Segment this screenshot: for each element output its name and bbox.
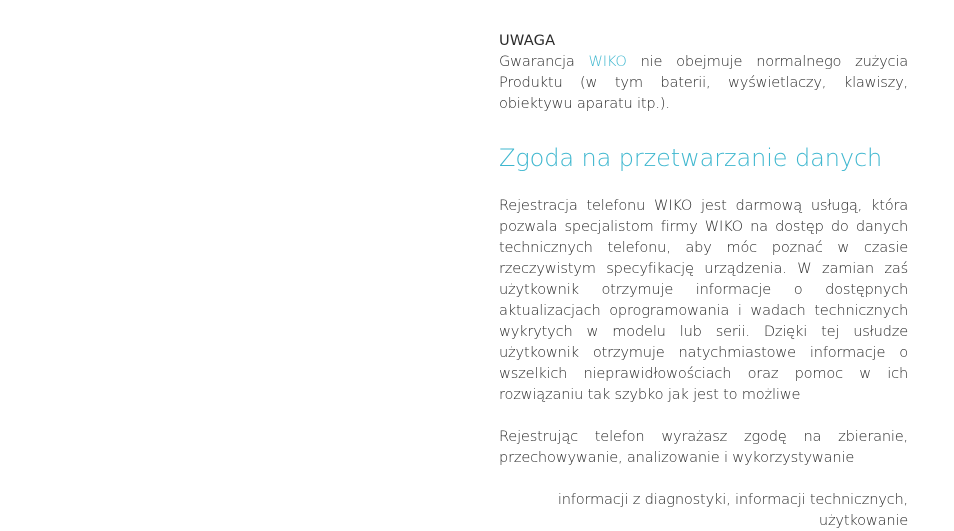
notice-prefix: Gwarancja — [499, 53, 589, 70]
section-title: Zgoda na przetwarzanie danych — [499, 144, 883, 172]
brand-name: WIKO — [588, 53, 627, 70]
notice-title: UWAGA — [499, 32, 556, 49]
text-column — [499, 30, 908, 531]
consent-paragraph-1: Rejestracja telefonu WIKO jest darmową usługą, która pozwala specjalistom firmy WIKO na dostęp do danych technicznych telefonu, aby móc poznać w czasie rzeczywistym specyfikację urządzenia. W zamian zaś użytkownik otrzymuje informacje o dostępnych aktualizacjach oprogramowania i wadach technicznych wykrytych w modelu lub serii. Dzięki tej usłudze użytkownik otrzymuje natychmiastowe informacje o wszelkich nieprawidłowościach oraz pomoc w ich rozwiązaniu tak szybko jak jest to możliwe — [499, 197, 908, 403]
paragraph-spacer — [499, 405, 908, 426]
notice-paragraph — [499, 51, 908, 114]
notice-suffix: nie obejmuje normalnego zużycia Produktu (w tym baterii, wyświetlaczy, klawiszy, obiektywu aparatu itp.). — [499, 53, 908, 112]
paragraph-spacer — [499, 468, 908, 489]
consent-paragraph-2: Rejestrując telefon wyrażasz zgodę na zbieranie, przechowywanie, analizowanie i wykorzystywanie — [499, 428, 908, 466]
consent-paragraph-3: informacji z diagnostyki, informacji technicznych, użytkowanie — [557, 491, 908, 529]
